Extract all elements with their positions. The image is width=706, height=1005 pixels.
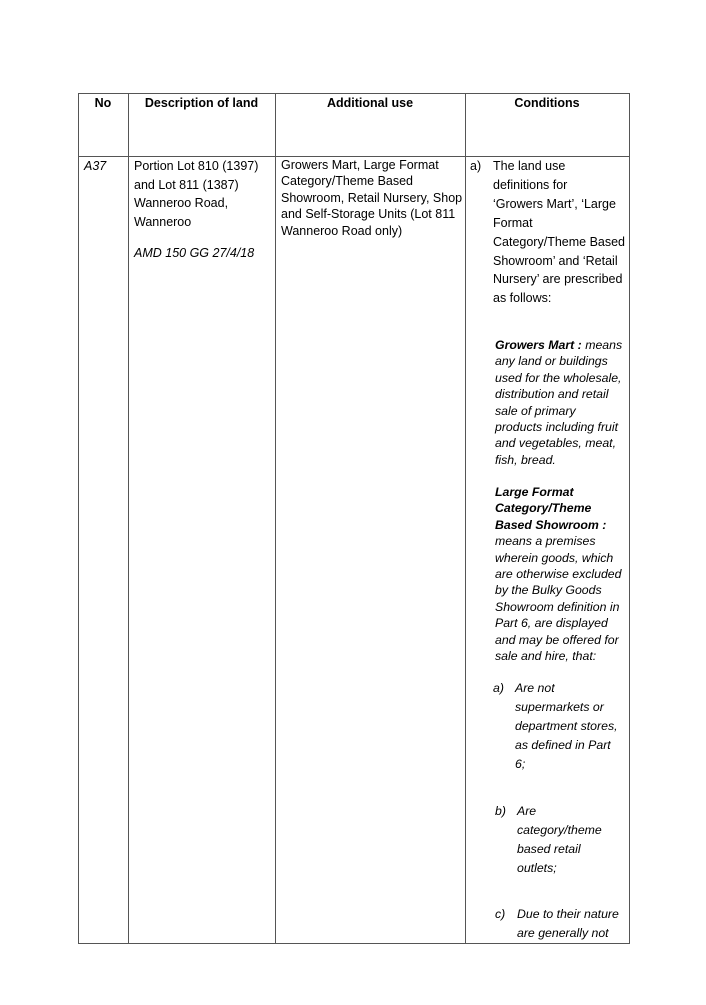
condition-line: Format [493, 215, 533, 230]
definition-line: distribution and retail [495, 387, 609, 402]
condition-line: Nursery’ are prescribed [493, 272, 623, 287]
header-additional-use: Additional use [326, 96, 414, 110]
large-format-definition [495, 484, 621, 664]
definition-line: used for the wholesale, [495, 370, 622, 385]
table-border-left [78, 93, 79, 944]
description-line: Wanneroo [134, 214, 192, 229]
column-divider [275, 93, 276, 944]
growers-mart-term: Growers Mart : [495, 338, 582, 352]
sub-item-line: Are not [515, 681, 555, 695]
definition-term: Category/Theme [495, 501, 592, 516]
definition-term: Based Showroom : [495, 517, 607, 532]
condition-line: as follows: [493, 291, 552, 306]
sub-item-line: as defined in Part [515, 738, 611, 752]
condition-a-label: a) [470, 159, 482, 173]
table-border-bottom [78, 943, 630, 944]
definition-line: products including fruit [495, 420, 619, 435]
table-border-right [629, 93, 630, 944]
sub-item-label: b) [495, 804, 506, 818]
definition-line: are otherwise excluded [495, 567, 622, 582]
sub-item-line: outlets; [517, 861, 557, 875]
sub-item-line: 6; [515, 757, 526, 771]
sub-item-line: Are [517, 804, 537, 818]
definition-line: and vegetables, meat, [495, 436, 616, 451]
description-line: and Lot 811 (1387) [134, 177, 239, 192]
sub-item-label: a) [493, 681, 504, 695]
zoning-table [78, 93, 630, 944]
column-divider [465, 93, 466, 944]
additional-use-line: and Self-Storage Units (Lot 811 [281, 207, 456, 222]
table-border-top [78, 93, 630, 94]
definition-line: sale and hire, that: [495, 649, 597, 664]
definition-line: Part 6, are displayed [495, 616, 608, 631]
additional-use [281, 157, 462, 239]
sub-item-line: category/theme [517, 823, 602, 837]
definition-line: wherein goods, which [495, 550, 614, 565]
description-line: Portion Lot 810 (1397) [134, 159, 259, 173]
condition-line: definitions for [493, 177, 568, 192]
sub-item-line: department stores, [515, 719, 618, 733]
definition-line: Showroom definition in [495, 599, 620, 614]
definition-term: Large Format [495, 485, 574, 499]
definition-line: sale of primary [495, 403, 576, 418]
additional-use-line: Wanneroo Road only) [281, 223, 403, 238]
condition-line: Category/Theme Based [493, 234, 626, 249]
additional-use-line: Category/Theme Based [281, 174, 414, 189]
condition-line: ‘Growers Mart’, ‘Large [493, 196, 616, 211]
header-no: No [94, 96, 112, 110]
description-line: Wanneroo Road, [134, 196, 229, 210]
sub-item-line: based retail [517, 842, 581, 856]
sub-item-line: Due to their nature [517, 907, 619, 921]
header-conditions: Conditions [514, 96, 580, 110]
growers-mart-definition [495, 337, 622, 468]
condition-line: Showroom’ and ‘Retail [493, 253, 618, 268]
sub-item-label: c) [495, 907, 506, 921]
additional-use-line: Showroom, Retail Nursery, Shop [281, 190, 463, 205]
condition-a-text [493, 157, 625, 308]
definition-line: and may be offered for [495, 632, 619, 647]
definition-line: means [585, 338, 623, 352]
definition-line: by the Bulky Goods [495, 583, 602, 598]
condition-line: The land use [493, 159, 566, 173]
sub-item-line: are generally not [517, 926, 609, 940]
header-description: Description of land [144, 96, 259, 110]
land-description [134, 157, 258, 231]
column-divider [128, 93, 129, 944]
definition-line: fish, bread. [495, 452, 556, 467]
additional-use-line: Growers Mart, Large Format [281, 158, 439, 172]
definition-line: any land or buildings [495, 354, 608, 369]
definition-line: means a premises [495, 534, 596, 549]
amendment-reference: AMD 150 GG 27/4/18 [134, 246, 255, 260]
sub-item-line: supermarkets or [515, 700, 604, 714]
row-number: A37 [84, 159, 107, 173]
